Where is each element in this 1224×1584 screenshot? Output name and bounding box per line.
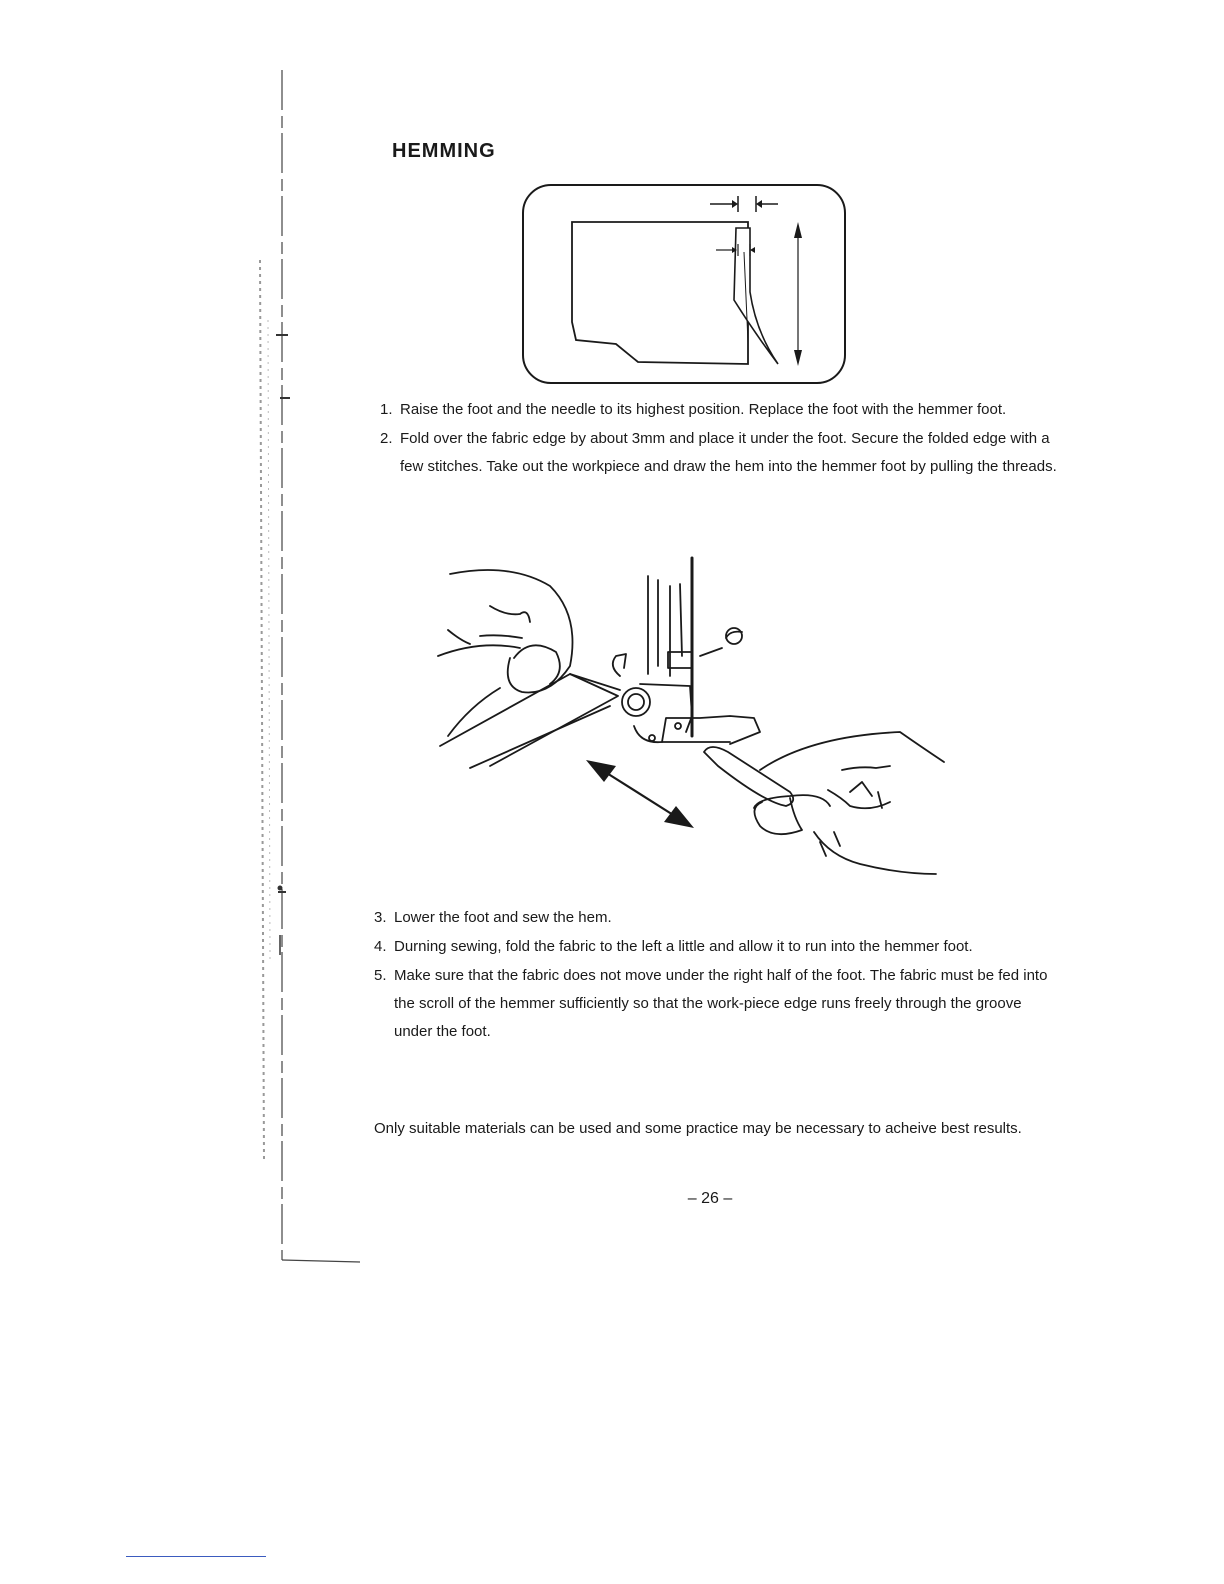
scan-margin-artifact <box>240 60 400 1280</box>
step-item <box>380 425 1060 481</box>
step-number: 4. <box>374 938 387 955</box>
step-text: Durning sewing, fold the fabric to the left a little and allow it to run into the hemmer foot. <box>394 938 973 955</box>
step-number: 2. <box>380 430 393 447</box>
step-text: Lower the foot and sew the hem. <box>394 909 612 926</box>
sewing-illustration <box>430 556 950 886</box>
step-text: Make sure that the fabric does not move under the right half of the foot. The fabric must be fed into the scroll of the hemmer sufficiently so that the work-piece edge runs freely through the groove under the foot. <box>394 967 1048 1040</box>
page-number: – 26 – <box>687 1190 733 1207</box>
step-item <box>374 962 1054 1046</box>
bottom-rule <box>126 1556 266 1557</box>
step-item <box>380 396 1060 424</box>
step-text: Fold over the fabric edge by about 3mm and place it under the foot. Secure the folded edge with a few stitches. Take out the workpiece and draw the hem into the hemmer foot by pulling the threads. <box>400 430 1057 475</box>
hem-fold-diagram <box>520 182 850 388</box>
steps-list-second <box>374 904 1054 1047</box>
closing-note: Only suitable materials can be used and some practice may be necessary to acheive best results. <box>374 1120 1022 1137</box>
page-title: HEMMING <box>392 140 496 162</box>
step-item <box>374 904 1054 932</box>
step-text: Raise the foot and the needle to its highest position. Replace the foot with the hemmer foot. <box>400 401 1007 418</box>
steps-list-first <box>380 396 1060 482</box>
step-number: 3. <box>374 909 387 926</box>
step-item <box>374 933 1054 961</box>
step-number: 1. <box>380 401 393 418</box>
step-number: 5. <box>374 967 387 984</box>
